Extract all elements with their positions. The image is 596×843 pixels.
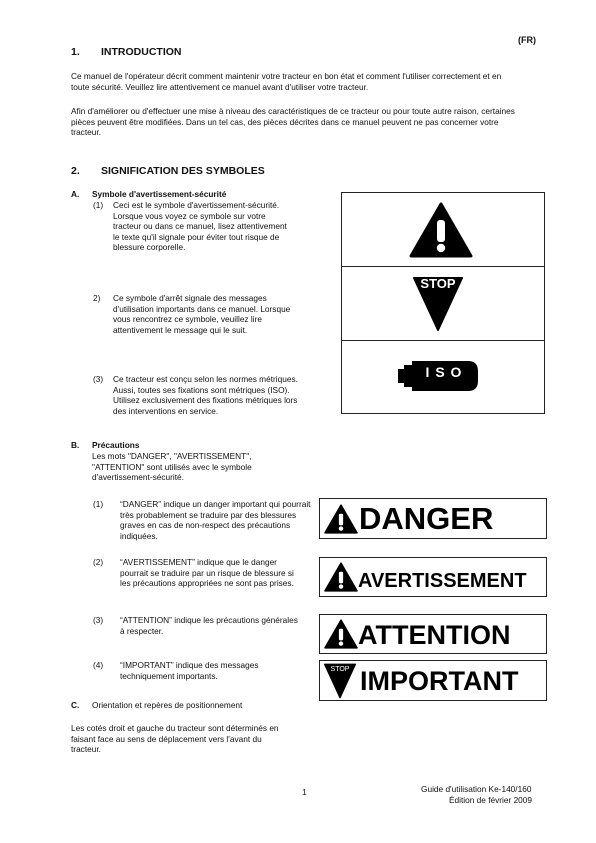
attention-sign <box>319 614 547 654</box>
footer-guide: Guide d'utilisation Ke-140/160 <box>421 784 532 794</box>
item-number: 2) <box>93 293 101 303</box>
section-number: 1. <box>71 46 80 58</box>
subsection-letter: C. <box>71 700 80 710</box>
item-text: Ce symbole d'arrêt signale des messages d'utilisation importants dans ce manuel. Lorsque vous rencontrez ce symbole, veuillez lire attentivement le message qui le suit. <box>113 293 291 335</box>
subsection-letter: B. <box>71 440 80 450</box>
warning-triangle-icon <box>409 202 473 258</box>
section-title: INTRODUCTION <box>101 46 182 58</box>
stop-label: STOP <box>420 276 456 291</box>
attention-label: ATTENTION <box>358 620 511 650</box>
iso-label: I S O <box>425 364 463 380</box>
section-1-heading <box>71 46 182 59</box>
danger-label: DANGER <box>359 501 494 536</box>
item-text: “ATTENTION” indique les précautions générales à respecter. <box>120 615 298 636</box>
subsection-title: Symbole d'avertissement-sécurité <box>92 189 227 199</box>
symbols-table <box>341 192 545 414</box>
page-number: 1 <box>302 787 307 797</box>
stop-small-label: STOP <box>330 666 350 673</box>
section-title: SIGNIFICATION DES SYMBOLES <box>101 165 265 177</box>
section-2-heading <box>71 165 265 178</box>
intro-paragraph-1: Ce manuel de l'opérateur décrit comment maintenir votre tracteur en bon état et comment l'utiliser correctement et en toute sécurité. Veuillez lire attentivement ce manuel avant d'utiliser votre tracteur. <box>71 71 502 92</box>
subsection-letter: A. <box>71 189 80 199</box>
subsection-title: Orientation et repères de positionnement <box>92 700 243 710</box>
subsection-title: Précautions <box>92 440 140 450</box>
subsection-c-text: Les cotés droit et gauche du tracteur sont déterminés en faisant face au sens de déplacement vers l'avant du tracteur. <box>71 723 279 755</box>
item-text: “AVERTISSEMENT” indique que le danger pourrait se traduire par un risque de blessure si les précautions appropriées ne sont pas prises. <box>120 557 294 589</box>
symbol-row <box>342 193 544 267</box>
warning-triangle-icon <box>324 562 358 592</box>
important-label: IMPORTANT <box>360 666 519 696</box>
item-number: (3) <box>93 615 104 625</box>
warning-triangle-icon <box>324 619 358 649</box>
symbol-row <box>342 267 544 341</box>
item-text: “DANGER” indique un danger important qui pourrait très probablement se traduire par des blessures graves en cas de non-respect des précautions indiquées. <box>120 499 311 541</box>
item-text: Ce tracteur est conçu selon les normes métriques. Aussi, toutes ses fixations sont métriques (ISO). Utilisez exclusivement des fixations métriques lors des interventions en service. <box>113 374 298 416</box>
subsection-b-intro: Les mots "DANGER", "AVERTISSEMENT", "ATTENTION" sont utilisés avec le symbole d'avertissement-sécurité. <box>92 451 252 483</box>
intro-paragraph-2: Afin d'améliorer ou d'effectuer une mise à niveau des caractéristiques de ce tracteur ou pour toute autre raison, certaines pièces peuvent être modifiées. Dans un tel cas, des pièces décrites dans ce manuel peuvent ne pas concerner votre tracteur. <box>71 106 515 138</box>
warning-triangle-icon <box>324 504 358 534</box>
avertissement-label: AVERTISSEMENT <box>358 570 527 592</box>
item-number: (2) <box>93 557 104 567</box>
section-number: 2. <box>71 165 80 177</box>
subsection-a-heading <box>71 189 226 200</box>
item-number: (4) <box>93 660 104 670</box>
item-text: Ceci est le symbole d'avertissement-sécurité. Lorsque vous voyez ce symbole sur votre tracteur ou dans ce manuel, lisez attentivement le texte qu'il signale pour éviter tout risque de blessure corporelle. <box>113 200 287 253</box>
subsection-b-heading <box>71 440 140 451</box>
language-tag: (FR) <box>518 35 536 45</box>
symbol-row <box>342 341 544 413</box>
item-number: (3) <box>93 374 104 384</box>
subsection-c-heading <box>71 700 242 711</box>
danger-sign <box>319 498 547 539</box>
important-sign <box>319 660 547 701</box>
footer-edition: Édition de février 2009 <box>449 795 533 805</box>
item-text: “IMPORTANT” indique des messages techniquement importants. <box>120 660 259 681</box>
item-number: (1) <box>93 200 104 210</box>
item-number: (1) <box>93 499 104 509</box>
avertissement-sign <box>319 557 547 597</box>
